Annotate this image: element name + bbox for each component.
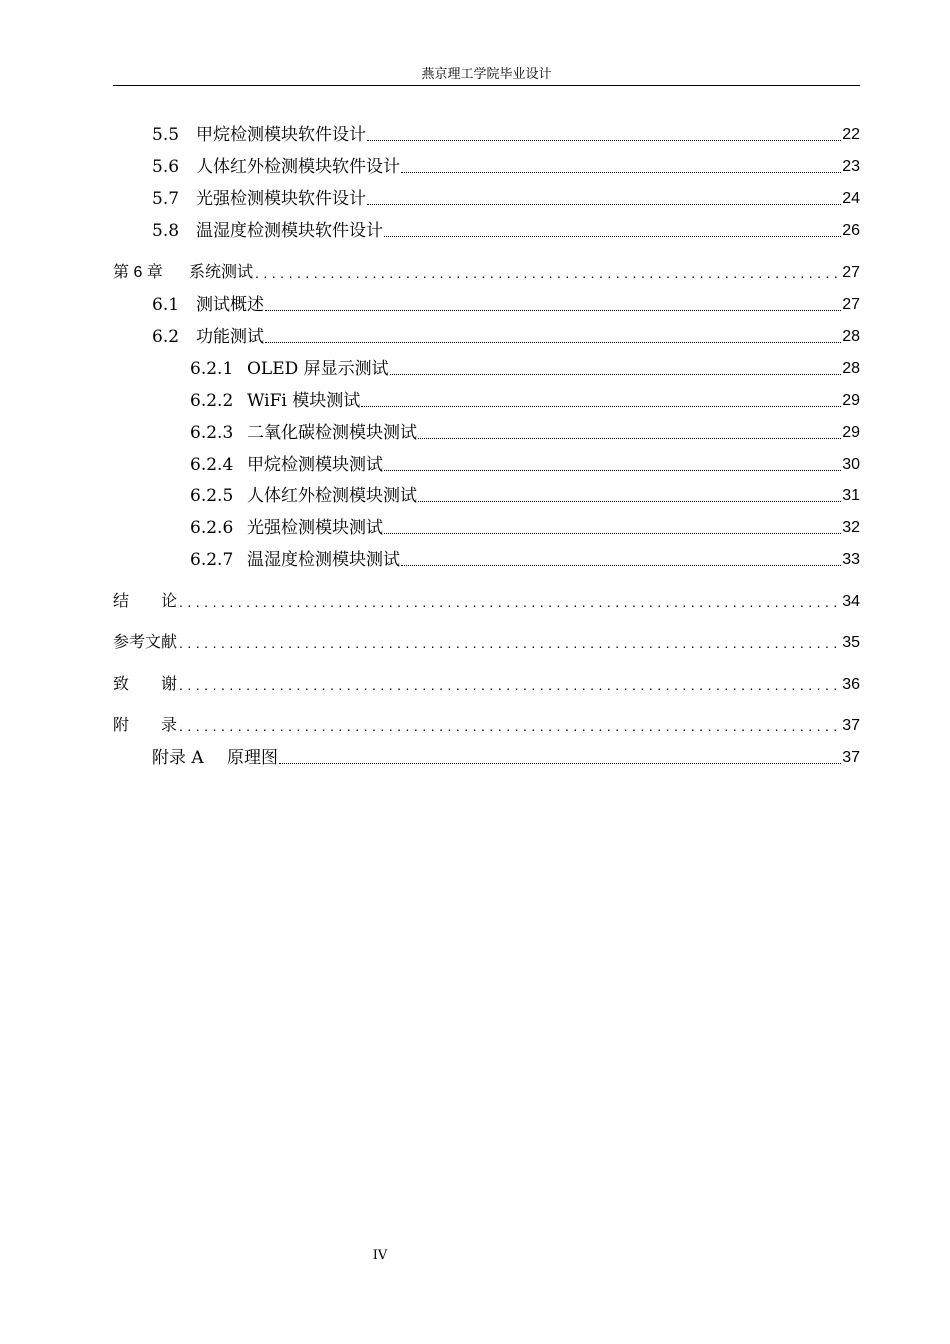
toc-entry[interactable] [152,743,860,769]
toc-entry-title: 人体红外检测模块测试 [247,486,417,506]
toc-entry-title: 功能测试 [196,327,264,347]
toc-entry-page: 37 [842,717,860,734]
toc-entry[interactable] [190,545,860,571]
toc-entry-page: 35 [842,634,860,651]
toc-entry[interactable] [190,418,860,444]
toc-entry-page: 32 [842,519,860,536]
toc-entry[interactable] [190,386,860,412]
toc-entry-number: 附录 A [152,748,204,768]
dot-leader [179,632,840,654]
toc-entry-title: 光强检测模块软件设计 [196,189,366,209]
toc-entry-page: 33 [842,551,860,568]
dot-leader [390,374,842,375]
toc-entry-page: 28 [842,360,860,377]
toc-entry-number: 6.1 [152,295,180,315]
toc-entry-title: 甲烷检测模块测试 [247,455,383,475]
toc-entry-number: 5.8 [152,221,180,241]
dot-leader [179,715,840,737]
toc-entry-page: 31 [842,487,860,504]
toc-entry-title: 附 录 [113,717,178,734]
dot-leader [418,501,841,502]
toc-entry[interactable] [190,354,860,380]
toc-entry-title: OLED 屏显示测试 [247,359,389,379]
toc-entry-title: 温湿度检测模块测试 [247,550,400,570]
running-header: 燕京理工学院毕业设计 [421,67,552,82]
toc-entry-number: 6.2.1 [190,359,234,379]
toc-entry-page: 29 [842,392,860,409]
toc-entry-title: 二氧化碳检测模块测试 [247,423,417,443]
dot-leader [279,763,841,764]
toc-entry-title: 原理图 [227,748,278,768]
page-number: IV [372,1248,388,1263]
toc-entry-title: 结 论 [113,593,178,610]
toc-chapter-entry[interactable] [113,628,860,654]
toc-entry-title: 参考文献 [113,634,178,651]
toc-entry-number: 6.2.4 [190,455,234,475]
toc-entry-page: 23 [842,158,860,175]
toc-entry[interactable] [152,290,860,316]
toc-entry-page: 27 [842,296,860,313]
dot-leader [384,470,841,471]
toc-entry-page: 28 [842,328,860,345]
toc-entry-title: WiFi 模块测试 [247,391,361,411]
toc-entry-title: 致 谢 [113,676,178,693]
toc-entry[interactable] [190,450,860,476]
dot-leader [265,342,841,343]
toc-entry[interactable] [152,184,860,210]
toc-chapter-entry[interactable] [113,258,860,284]
dot-leader [361,406,841,407]
dot-leader [401,172,841,173]
toc-entry-title: 甲烷检测模块软件设计 [196,125,366,145]
dot-leader [265,310,841,311]
toc-entry-number: 6.2.5 [190,486,234,506]
dot-leader [384,236,841,237]
dot-leader [255,262,840,284]
toc-entry-title: 温湿度检测模块软件设计 [196,221,383,241]
toc-entry-page: 37 [842,749,860,766]
toc-chapter-entry[interactable] [113,711,860,737]
toc-entry-number: 5.7 [152,189,180,209]
dot-leader [367,204,841,205]
toc-entry[interactable] [190,513,860,539]
toc-entry-title: 系统测试 [189,264,254,281]
toc-entry-page: 24 [842,190,860,207]
toc-entry-page: 22 [842,126,860,143]
dot-leader [401,565,841,566]
toc-entry-number: 6.2.3 [190,423,234,443]
toc-entry-title: 测试概述 [196,295,264,315]
toc-entry-page: 26 [842,222,860,239]
toc-entry[interactable] [152,120,860,146]
toc-entry-page: 36 [842,676,860,693]
dot-leader [367,140,841,141]
toc-entry-number: 第 6 章 [113,264,163,281]
toc-entry-number: 6.2 [152,327,180,347]
toc-entry[interactable] [152,216,860,242]
toc-entry-title: 人体红外检测模块软件设计 [196,157,400,177]
dot-leader [384,533,841,534]
toc-entry[interactable] [152,322,860,348]
toc-entry-page: 29 [842,424,860,441]
toc-entry-page: 27 [842,264,860,281]
toc-entry[interactable] [190,481,860,507]
toc-entry-number: 6.2.7 [190,550,234,570]
toc-entry-page: 30 [842,456,860,473]
toc-entry-number: 5.6 [152,157,180,177]
toc-entry-number: 5.5 [152,125,180,145]
toc-chapter-entry[interactable] [113,670,860,696]
toc-entry[interactable] [152,152,860,178]
dot-leader [179,674,840,696]
toc-entry-page: 34 [842,593,860,610]
toc-entry-number: 6.2.2 [190,391,234,411]
toc-entry-title: 光强检测模块测试 [247,518,383,538]
toc-chapter-entry[interactable] [113,587,860,613]
toc-entry-number: 6.2.6 [190,518,234,538]
dot-leader [418,438,841,439]
dot-leader [179,591,840,613]
